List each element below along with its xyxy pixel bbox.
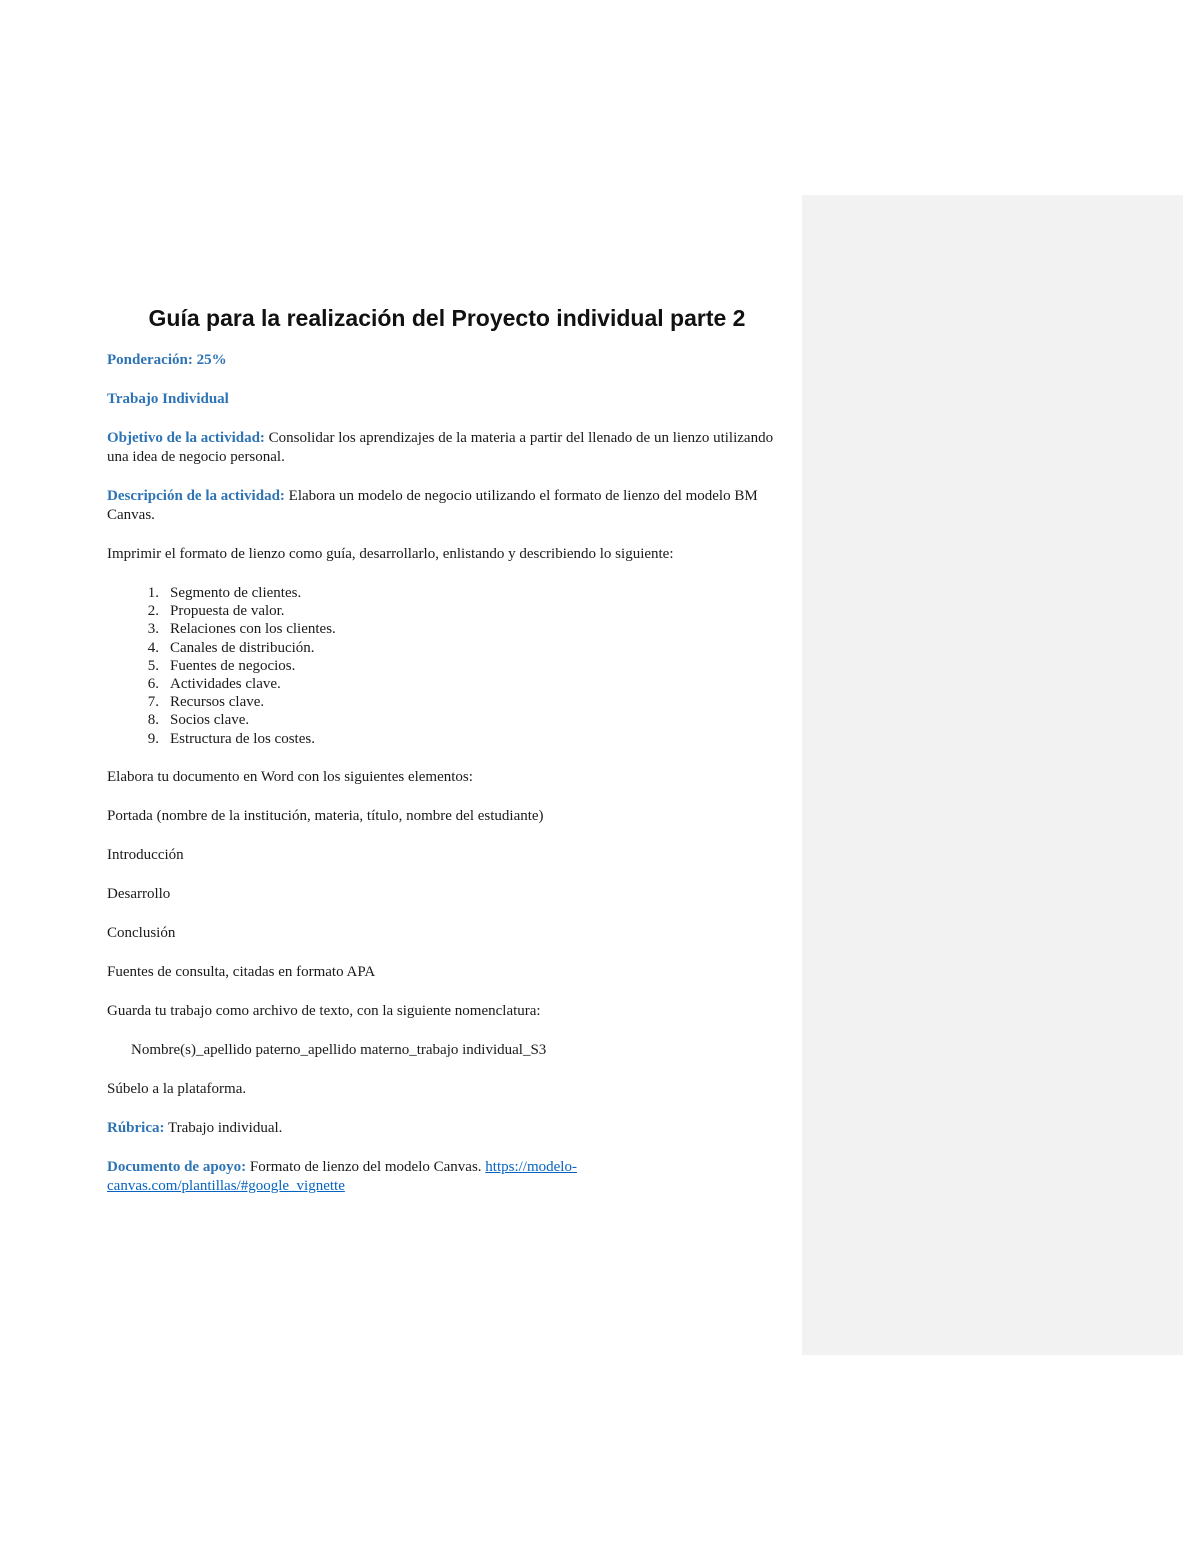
document-page (107, 300, 787, 1216)
comment-pane (802, 195, 1183, 1355)
list-item-text: Fuentes de negocios. (170, 657, 296, 674)
list-item (107, 675, 787, 693)
descripcion-label: Descripción de la actividad: (107, 488, 285, 504)
list-item-number: 2 . (107, 602, 159, 620)
steps-list (107, 584, 787, 748)
list-item-text: Relaciones con los clientes. (170, 621, 336, 638)
list-item-number: 9 . (107, 730, 159, 748)
list-item-text: Actividades clave. (170, 676, 281, 693)
list-item-number: 7 . (107, 693, 159, 711)
canvas-link[interactable]: https://modelo-canvas.com/plantillas/#google_vignette (107, 1158, 577, 1194)
list-item-text: Segmento de clientes. (170, 585, 302, 601)
descripcion-paragraph (107, 487, 787, 525)
list-item-text: Propuesta de valor. (170, 603, 285, 620)
documento-text: Formato de lienzo del modelo Canvas. (246, 1158, 486, 1175)
ponderacion-label: Ponderación: 25% (107, 352, 227, 368)
nomenclatura-paragraph: Nombre(s)_apellido paterno_apellido materno_trabajo individual_S3 (131, 1041, 547, 1058)
conclusion-paragraph: Conclusión (107, 924, 176, 941)
desarrollo-paragraph: Desarrollo (107, 885, 171, 902)
documento-label: Documento de apoyo: (107, 1158, 247, 1175)
portada-paragraph: Portada (nombre de la institución, materia, título, nombre del estudiante) (107, 807, 544, 824)
document-title: Guía para la realización del Proyecto individual parte 2 (148, 305, 746, 331)
list-item-number: 5 . (107, 657, 159, 675)
list-item-text: Socios clave. (170, 712, 250, 729)
subelo-paragraph: Súbelo a la plataforma. (107, 1080, 247, 1097)
rubrica-label: Rúbrica: (107, 1119, 165, 1136)
list-item (107, 693, 787, 711)
guarda-paragraph: Guarda tu trabajo como archivo de texto, con la siguiente nomenclatura: (107, 1002, 541, 1019)
list-item (107, 639, 787, 657)
objetivo-paragraph (107, 429, 787, 467)
rubrica-paragraph (107, 1119, 787, 1138)
list-item-number: 3 . (107, 620, 159, 638)
list-item (107, 584, 787, 602)
descripcion-text: Elabora un modelo de negocio utilizando el formato de lienzo del modelo BM Canvas. (107, 488, 758, 523)
documento-paragraph (107, 1158, 627, 1196)
list-item-number: 8 . (107, 711, 159, 729)
list-item (107, 620, 787, 638)
elabora-paragraph: Elabora tu documento en Word con los siguientes elementos: (107, 768, 473, 785)
list-item (107, 602, 787, 620)
objetivo-text: Consolidar los aprendizajes de la materia a partir del llenado de un lienzo utilizando una idea de negocio personal. (107, 430, 774, 465)
objetivo-label: Objetivo de la actividad: (107, 430, 265, 446)
list-item-number: 4 . (107, 639, 159, 657)
list-item-text: Recursos clave. (170, 694, 265, 711)
list-item-text: Canales de distribución. (170, 639, 315, 656)
introduccion-paragraph: Introducción (107, 846, 184, 863)
rubrica-text: Trabajo individual. (164, 1119, 283, 1136)
imprimir-paragraph: Imprimir el formato de lienzo como guía, desarrollarlo, enlistando y describiendo lo siguiente: (107, 546, 674, 562)
list-item-number: 6 . (107, 675, 159, 693)
trabajo-label: Trabajo Individual (107, 391, 229, 407)
trabajo-line (107, 390, 787, 409)
list-item-text: Estructura de los costes. (170, 730, 315, 747)
list-item (107, 657, 787, 675)
fuentes-paragraph: Fuentes de consulta, citadas en formato APA (107, 963, 376, 980)
ponderacion-line (107, 351, 787, 370)
list-item (107, 730, 787, 748)
list-item (107, 711, 787, 729)
list-item-number: 1 . (107, 584, 159, 602)
